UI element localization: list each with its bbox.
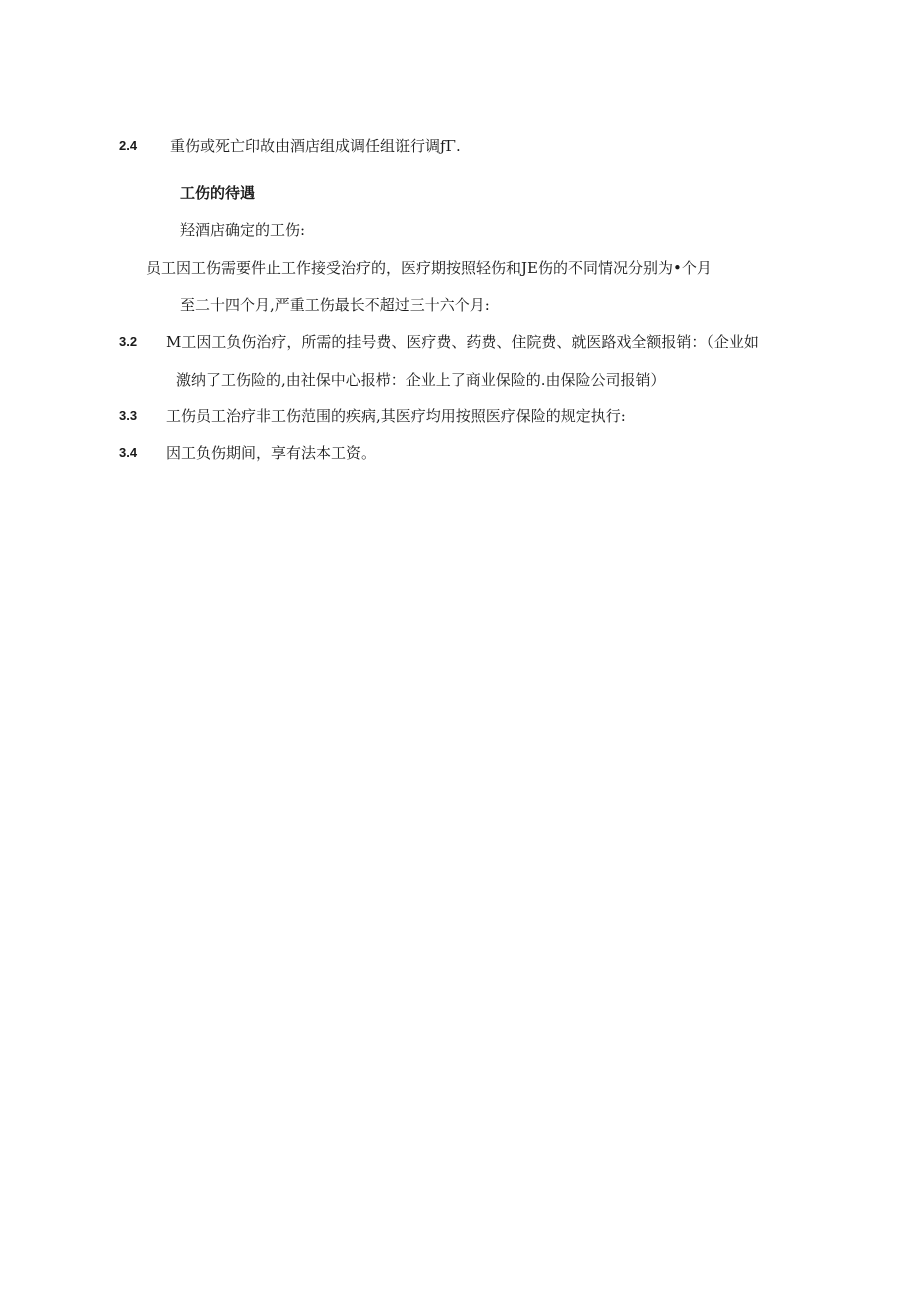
paragraph-text: 员工因工伤需要件止工作接受治疗的，医疗期按照轻伤和JE伤的不同情况分别为•个月 bbox=[146, 259, 712, 277]
section-heading: 工伤的待遇 bbox=[180, 184, 256, 202]
section-number: 2.4 bbox=[119, 138, 138, 153]
section-number: 3.2 bbox=[119, 334, 138, 349]
paragraph-text: 重伤或死亡印故由酒店组成调任组诳行调ƒΓ. bbox=[170, 137, 461, 155]
paragraph-text: 羟酒店确定的工伤: bbox=[180, 221, 306, 239]
paragraph-text: M工因工负伤治疗，所需的挂号费、医疗费、药费、住院费、就医路戏全额报销：（企业如 bbox=[166, 333, 759, 351]
section-number: 3.4 bbox=[119, 445, 138, 460]
paragraph-text: 至二十四个月,严重工伤最长不超过三十六个月: bbox=[180, 296, 490, 314]
paragraph-text: 因工负伤期间，享有法本工资。 bbox=[166, 444, 377, 462]
paragraph-text: 激纳了工伤险的,由社保中心报栉：企业上了商业保险的.由保险公司报销） bbox=[176, 371, 666, 389]
paragraph-text: 工伤员工治疗非工伤范围的疾病,其医疗均用按照医疗保险的规定执行: bbox=[166, 407, 626, 425]
section-number: 3.3 bbox=[119, 408, 138, 423]
